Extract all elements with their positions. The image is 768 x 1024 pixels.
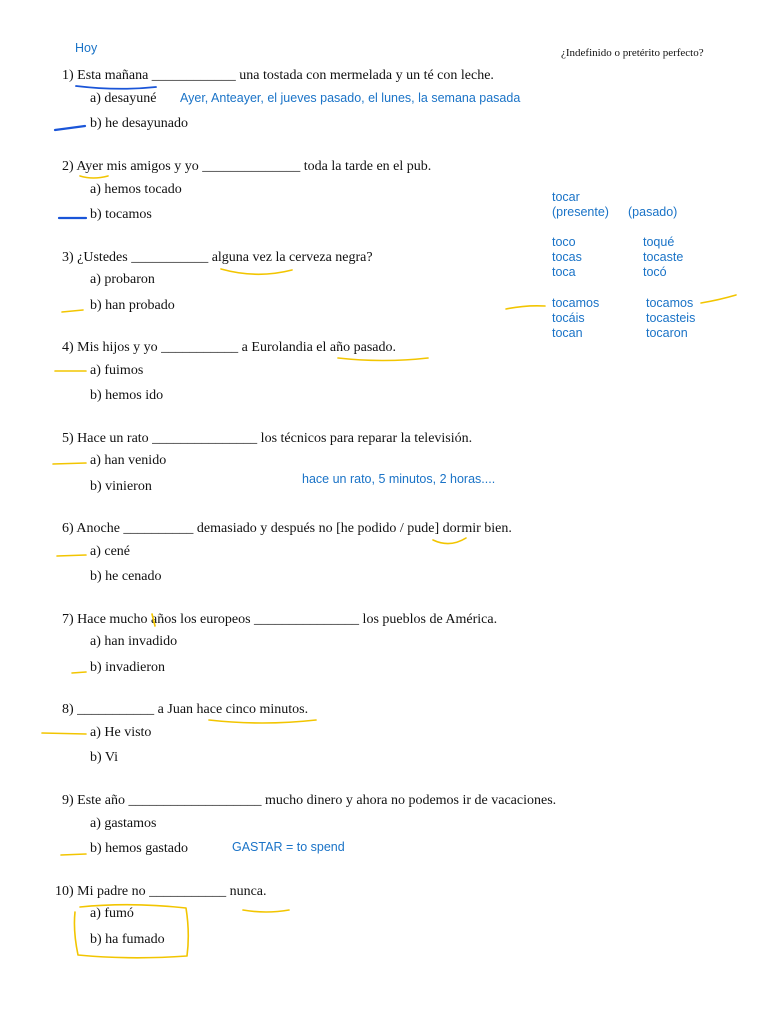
question-4-option-a[interactable]: a) fuimos: [90, 363, 144, 378]
question-2: 2) Ayer mis amigos y yo ______________ toda la tarde en el pub.: [62, 159, 432, 174]
question-6: 6) Anoche __________ demasiado y después no [he podido / pude] dormir bien.: [62, 521, 512, 536]
conjugation-pasado-2: tocaste: [643, 250, 684, 264]
question-10: 10) Mi padre no ___________ nunca.: [55, 884, 267, 899]
question-1: 1) Esta mañana ____________ una tostada con mermelada y un té con leche.: [62, 68, 494, 83]
conjugation-pasado-3: tocó: [643, 265, 667, 279]
answer-mark-q8: [42, 733, 86, 734]
conjugation-presente-5: tocáis: [552, 311, 585, 325]
conjugation-header-presente: (presente): [552, 205, 609, 219]
conjugation-presente-1: toco: [552, 235, 576, 249]
underline-pude: [433, 538, 466, 544]
note-gloss-q9: GASTAR = to spend: [232, 840, 345, 854]
question-8-option-a[interactable]: a) He visto: [90, 725, 152, 740]
bracket-mark-tocamos-left: [506, 306, 545, 309]
question-4-option-b[interactable]: b) hemos ido: [90, 388, 164, 403]
question-6-option-a[interactable]: a) cené: [90, 544, 131, 559]
question-5-option-a[interactable]: a) han venido: [90, 453, 167, 468]
question-5-option-b[interactable]: b) vinieron: [90, 479, 152, 494]
underline-ayer: [80, 176, 108, 178]
question-1-option-a[interactable]: a) desayuné: [90, 91, 157, 106]
question-10-option-a[interactable]: a) fumó: [90, 906, 134, 921]
answer-mark-q3: [62, 310, 83, 312]
underline-hace-cinco-minutos: [209, 720, 316, 723]
question-5: 5) Hace un rato _______________ los técnicos para reparar la televisión.: [62, 431, 473, 446]
question-4: 4) Mis hijos y yo ___________ a Eurolandia el año pasado.: [62, 340, 397, 355]
question-3-option-a[interactable]: a) probaron: [90, 272, 155, 287]
question-2-option-a[interactable]: a) hemos tocado: [90, 182, 182, 197]
conjugation-pasado-4: tocamos: [646, 296, 694, 310]
underline-alguna-vez: [221, 269, 292, 274]
conjugation-header-pasado: (pasado): [628, 205, 678, 219]
bracket-mark-tocamos-right: [701, 295, 736, 303]
question-7-option-a[interactable]: a) han invadido: [90, 634, 178, 649]
answer-mark-q6: [57, 555, 86, 556]
underline-nunca: [243, 910, 289, 912]
question-9-option-b[interactable]: b) hemos gastado: [90, 841, 188, 856]
note-hoy: Hoy: [75, 41, 98, 55]
page-title: ¿Indefinido o pretérito perfecto?: [561, 47, 704, 59]
answer-mark-q7: [72, 672, 86, 673]
conjugation-presente-4: tocamos: [552, 296, 600, 310]
question-10-option-b[interactable]: b) ha fumado: [90, 932, 165, 947]
question-9-option-a[interactable]: a) gastamos: [90, 816, 157, 831]
question-9: 9) Este año ___________________ mucho dinero y ahora no podemos ir de vacaciones.: [62, 793, 557, 808]
answer-mark-q1: [55, 126, 85, 130]
question-1-option-b[interactable]: b) he desayunado: [90, 116, 188, 131]
conjugation-verb: tocar: [552, 190, 580, 204]
underline-el-ano-pasado: [338, 358, 428, 361]
question-6-option-b[interactable]: b) he cenado: [90, 569, 162, 584]
question-3: 3) ¿Ustedes ___________ alguna vez la cerveza negra?: [62, 250, 373, 265]
underline-esta-manana: [76, 86, 156, 89]
conjugation-pasado-5: tocasteis: [646, 311, 696, 325]
question-8-option-b[interactable]: b) Vi: [90, 750, 119, 765]
question-7: 7) Hace mucho años los europeos _______________ los pueblos de América.: [62, 612, 498, 627]
conjugation-presente-2: tocas: [552, 250, 582, 264]
question-7-option-b[interactable]: b) invadieron: [90, 660, 166, 675]
conjugation-presente-3: toca: [552, 265, 576, 279]
note-time-words-q1: Ayer, Anteayer, el jueves pasado, el lunes, la semana pasada: [180, 91, 521, 105]
circle-q10-options: [74, 905, 188, 958]
note-time-words-q5: hace un rato, 5 minutos, 2 horas....: [302, 472, 496, 486]
question-3-option-b[interactable]: b) han probado: [90, 298, 175, 313]
answer-mark-q5: [53, 463, 86, 464]
answer-mark-q9: [61, 854, 86, 855]
question-8: 8) ___________ a Juan hace cinco minutos.: [62, 702, 309, 717]
conjugation-pasado-6: tocaron: [646, 326, 688, 340]
conjugation-pasado-1: toqué: [643, 235, 675, 249]
conjugation-presente-6: tocan: [552, 326, 583, 340]
question-2-option-b[interactable]: b) tocamos: [90, 207, 152, 222]
correction-mucho-mark: [152, 614, 155, 626]
